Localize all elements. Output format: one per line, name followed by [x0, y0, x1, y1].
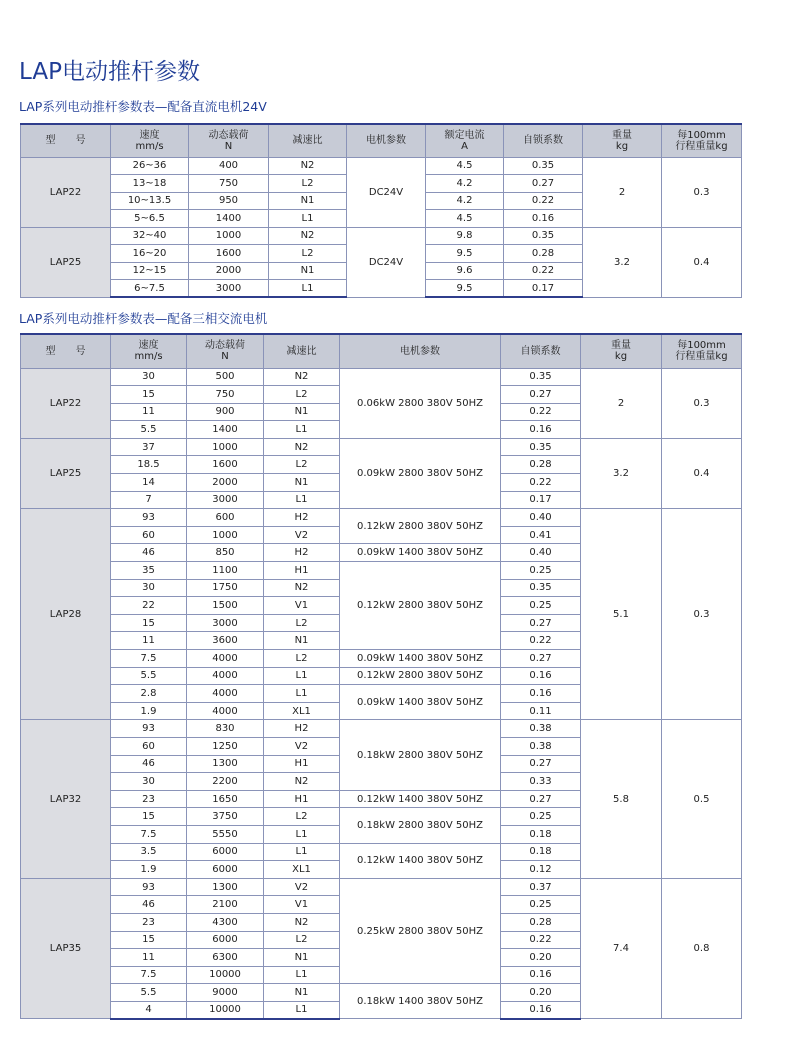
- ratio-cell: L2: [264, 456, 340, 474]
- self-lock-cell: 0.28: [501, 913, 581, 931]
- self-lock-cell: 0.35: [504, 227, 583, 245]
- load-cell: 1300: [187, 755, 264, 773]
- header-load-label: 动态载荷: [208, 129, 249, 141]
- ratio-cell: H1: [264, 562, 340, 580]
- weight-cell: 5.8: [581, 720, 662, 878]
- self-lock-cell: 0.16: [501, 421, 581, 439]
- load-cell: 1250: [187, 737, 264, 755]
- self-lock-cell: 0.37: [501, 878, 581, 896]
- self-lock-cell: 0.16: [501, 667, 581, 685]
- current-cell: 9.5: [426, 280, 504, 298]
- load-cell: 750: [187, 386, 264, 404]
- load-cell: 900: [187, 403, 264, 421]
- self-lock-cell: 0.35: [501, 368, 581, 386]
- speed-cell: 93: [111, 720, 187, 738]
- ratio-cell: N1: [264, 474, 340, 492]
- load-cell: 6000: [187, 843, 264, 861]
- load-cell: 750: [189, 175, 269, 193]
- ratio-cell: V2: [264, 737, 340, 755]
- motor-cell: DC24V: [347, 227, 426, 297]
- self-lock-cell: 0.35: [504, 157, 583, 175]
- load-cell: 830: [187, 720, 264, 738]
- model-cell: LAP35: [21, 878, 111, 1019]
- speed-cell: 23: [111, 790, 187, 808]
- self-lock-cell: 0.22: [501, 474, 581, 492]
- weight-cell: 3.2: [583, 227, 662, 297]
- header-ratio: 减速比: [264, 334, 340, 368]
- speed-cell: 11: [111, 949, 187, 967]
- ratio-cell: H1: [264, 790, 340, 808]
- weight-cell: 3.2: [581, 438, 662, 508]
- header-current-unit: A: [461, 140, 468, 152]
- load-cell: 1000: [187, 438, 264, 456]
- speed-cell: 1.9: [111, 702, 187, 720]
- table-row: [21, 157, 742, 175]
- load-cell: 4000: [187, 702, 264, 720]
- self-lock-cell: 0.28: [504, 245, 583, 263]
- motor-cell: 0.18kW 1400 380V 50HZ: [340, 984, 501, 1019]
- ratio-cell: XL1: [264, 702, 340, 720]
- self-lock-cell: 0.35: [501, 438, 581, 456]
- current-cell: 4.2: [426, 192, 504, 210]
- load-cell: 1300: [187, 878, 264, 896]
- load-cell: 1400: [189, 210, 269, 228]
- load-cell: 9000: [187, 984, 264, 1002]
- self-lock-cell: 0.16: [501, 966, 581, 984]
- self-lock-cell: 0.27: [501, 614, 581, 632]
- ratio-cell: L2: [269, 175, 347, 193]
- dc-header-row: [21, 124, 742, 157]
- header-weight-label: 重量: [611, 340, 631, 352]
- header-current-label: 额定电流: [444, 129, 485, 141]
- header-speed: [111, 124, 189, 157]
- speed-cell: 35: [111, 562, 187, 580]
- load-cell: 1000: [187, 526, 264, 544]
- self-lock-cell: 0.25: [501, 562, 581, 580]
- speed-cell: 18.5: [111, 456, 187, 474]
- ac-table-title: LAP系列电动推杆参数表—配备三相交流电机: [19, 311, 268, 326]
- speed-cell: 14: [111, 474, 187, 492]
- speed-cell: 5.5: [111, 421, 187, 439]
- header-model: 型 号: [21, 334, 111, 368]
- self-lock-cell: 0.35: [501, 579, 581, 597]
- ratio-cell: XL1: [264, 861, 340, 879]
- header-speed-label: 速度: [139, 129, 160, 141]
- current-cell: 4.5: [426, 210, 504, 228]
- load-cell: 1500: [187, 597, 264, 615]
- speed-cell: 15: [111, 808, 187, 826]
- header-weight: [583, 124, 662, 157]
- ratio-cell: N2: [264, 368, 340, 386]
- speed-cell: 1.9: [111, 861, 187, 879]
- ratio-cell: N2: [264, 773, 340, 791]
- table-row: [21, 878, 742, 896]
- self-lock-cell: 0.25: [501, 896, 581, 914]
- speed-cell: 6~7.5: [111, 280, 189, 298]
- load-cell: 3000: [187, 491, 264, 509]
- table-row: [21, 509, 742, 527]
- ratio-cell: L1: [264, 843, 340, 861]
- ratio-cell: L1: [264, 966, 340, 984]
- table-row: [21, 438, 742, 456]
- ratio-cell: L2: [264, 614, 340, 632]
- load-cell: 10000: [187, 966, 264, 984]
- weight-cell: 5.1: [581, 509, 662, 720]
- speed-cell: 60: [111, 526, 187, 544]
- speed-cell: 12~15: [111, 262, 189, 280]
- self-lock-cell: 0.22: [501, 632, 581, 650]
- per100-cell: 0.8: [662, 878, 742, 1019]
- current-cell: 9.6: [426, 262, 504, 280]
- self-lock-cell: 0.20: [501, 984, 581, 1002]
- speed-cell: 15: [111, 614, 187, 632]
- load-cell: 2200: [187, 773, 264, 791]
- self-lock-cell: 0.27: [501, 650, 581, 668]
- motor-cell: 0.12kW 2800 380V 50HZ: [340, 562, 501, 650]
- load-cell: 2100: [187, 896, 264, 914]
- speed-cell: 93: [111, 878, 187, 896]
- speed-cell: 16~20: [111, 245, 189, 263]
- page-title: LAP电动推杆参数: [19, 59, 200, 85]
- ratio-cell: L1: [264, 491, 340, 509]
- ratio-cell: N1: [269, 192, 347, 210]
- per100-cell: 0.3: [662, 368, 742, 438]
- load-cell: 1000: [189, 227, 269, 245]
- model-cell: LAP22: [21, 368, 111, 438]
- motor-cell: 0.06kW 2800 380V 50HZ: [340, 368, 501, 438]
- self-lock-cell: 0.40: [501, 509, 581, 527]
- current-cell: 9.5: [426, 245, 504, 263]
- self-lock-cell: 0.25: [501, 808, 581, 826]
- load-cell: 500: [187, 368, 264, 386]
- header-ratio: 减速比: [269, 124, 347, 157]
- speed-cell: 30: [111, 368, 187, 386]
- ratio-cell: N1: [264, 984, 340, 1002]
- speed-cell: 22: [111, 597, 187, 615]
- motor-cell: 0.12kW 1400 380V 50HZ: [340, 790, 501, 808]
- motor-cell: 0.12kW 2800 380V 50HZ: [340, 667, 501, 685]
- speed-cell: 37: [111, 438, 187, 456]
- header-load-unit: N: [221, 351, 229, 363]
- motor-cell: 0.09kW 1400 380V 50HZ: [340, 685, 501, 720]
- ratio-cell: L1: [264, 421, 340, 439]
- self-lock-cell: 0.12: [501, 861, 581, 879]
- current-cell: 9.8: [426, 227, 504, 245]
- ratio-cell: H1: [264, 755, 340, 773]
- per100-cell: 0.3: [662, 157, 742, 227]
- header-per100: [662, 124, 742, 157]
- ratio-cell: N2: [264, 438, 340, 456]
- speed-cell: 46: [111, 544, 187, 562]
- load-cell: 1400: [187, 421, 264, 439]
- ratio-cell: L1: [264, 685, 340, 703]
- header-load-label: 动态载荷: [205, 340, 245, 352]
- ratio-cell: V2: [264, 526, 340, 544]
- header-weight-unit: kg: [615, 140, 629, 152]
- header-per100: [662, 334, 742, 368]
- header-current: [426, 124, 504, 157]
- speed-cell: 7.5: [111, 966, 187, 984]
- speed-cell: 13~18: [111, 175, 189, 193]
- header-weight-unit: kg: [614, 351, 628, 363]
- self-lock-cell: 0.18: [501, 843, 581, 861]
- table-row: [21, 227, 742, 245]
- load-cell: 10000: [187, 1001, 264, 1019]
- speed-cell: 5~6.5: [111, 210, 189, 228]
- load-cell: 3600: [187, 632, 264, 650]
- self-lock-cell: 0.41: [501, 526, 581, 544]
- dc-spec-table: [20, 123, 742, 298]
- header-speed: [111, 334, 187, 368]
- self-lock-cell: 0.22: [504, 192, 583, 210]
- model-cell: LAP25: [21, 227, 111, 297]
- motor-cell: DC24V: [347, 157, 426, 227]
- model-cell: LAP28: [21, 509, 111, 720]
- ratio-cell: N1: [264, 403, 340, 421]
- self-lock-cell: 0.38: [501, 737, 581, 755]
- speed-cell: 32~40: [111, 227, 189, 245]
- motor-cell: 0.25kW 2800 380V 50HZ: [340, 878, 501, 984]
- self-lock-cell: 0.27: [501, 386, 581, 404]
- header-per100-unit: 行程重量kg: [675, 140, 728, 152]
- ratio-cell: L2: [264, 650, 340, 668]
- ac-table-body: [21, 368, 742, 1019]
- model-cell: LAP25: [21, 438, 111, 508]
- self-lock-cell: 0.18: [501, 825, 581, 843]
- header-per100-unit: 行程重量kg: [675, 351, 728, 363]
- header-motor: 电机参数: [347, 124, 426, 157]
- load-cell: 1750: [187, 579, 264, 597]
- self-lock-cell: 0.40: [501, 544, 581, 562]
- load-cell: 5550: [187, 825, 264, 843]
- ac-spec-table: [20, 333, 742, 1020]
- load-cell: 6300: [187, 949, 264, 967]
- load-cell: 950: [189, 192, 269, 210]
- self-lock-cell: 0.27: [504, 175, 583, 193]
- self-lock-cell: 0.11: [501, 702, 581, 720]
- self-lock-cell: 0.27: [501, 790, 581, 808]
- load-cell: 400: [189, 157, 269, 175]
- load-cell: 1100: [187, 562, 264, 580]
- load-cell: 1600: [187, 456, 264, 474]
- speed-cell: 15: [111, 386, 187, 404]
- header-load: [187, 334, 264, 368]
- self-lock-cell: 0.17: [501, 491, 581, 509]
- header-self-lock: 自锁系数: [501, 334, 581, 368]
- header-model: 型 号: [21, 124, 111, 157]
- speed-cell: 30: [111, 579, 187, 597]
- motor-cell: 0.09kW 1400 380V 50HZ: [340, 650, 501, 668]
- weight-cell: 2: [581, 368, 662, 438]
- motor-cell: 0.12kW 2800 380V 50HZ: [340, 509, 501, 544]
- header-motor: 电机参数: [340, 334, 501, 368]
- self-lock-cell: 0.28: [501, 456, 581, 474]
- self-lock-cell: 0.22: [504, 262, 583, 280]
- ratio-cell: N1: [264, 949, 340, 967]
- self-lock-cell: 0.25: [501, 597, 581, 615]
- ratio-cell: N2: [264, 579, 340, 597]
- speed-cell: 11: [111, 632, 187, 650]
- ratio-cell: H2: [264, 544, 340, 562]
- ratio-cell: V1: [264, 597, 340, 615]
- per100-cell: 0.4: [662, 438, 742, 508]
- ratio-cell: L1: [264, 1001, 340, 1019]
- table-row: [21, 368, 742, 386]
- per100-cell: 0.5: [662, 720, 742, 878]
- ratio-cell: L2: [269, 245, 347, 263]
- load-cell: 1600: [189, 245, 269, 263]
- load-cell: 1650: [187, 790, 264, 808]
- self-lock-cell: 0.16: [501, 1001, 581, 1019]
- self-lock-cell: 0.22: [501, 403, 581, 421]
- header-speed-label: 速度: [138, 340, 159, 352]
- load-cell: 3000: [189, 280, 269, 298]
- load-cell: 600: [187, 509, 264, 527]
- speed-cell: 7.5: [111, 825, 187, 843]
- dc-table-body: [21, 157, 742, 297]
- speed-cell: 30: [111, 773, 187, 791]
- motor-cell: 0.12kW 1400 380V 50HZ: [340, 843, 501, 878]
- self-lock-cell: 0.38: [501, 720, 581, 738]
- header-weight: [581, 334, 662, 368]
- speed-cell: 26~36: [111, 157, 189, 175]
- speed-cell: 11: [111, 403, 187, 421]
- ratio-cell: V2: [264, 878, 340, 896]
- ratio-cell: H2: [264, 509, 340, 527]
- load-cell: 2000: [187, 474, 264, 492]
- motor-cell: 0.18kW 2800 380V 50HZ: [340, 720, 501, 790]
- ratio-cell: L1: [264, 825, 340, 843]
- speed-cell: 46: [111, 896, 187, 914]
- ratio-cell: N2: [269, 157, 347, 175]
- model-cell: LAP22: [21, 157, 111, 227]
- self-lock-cell: 0.16: [501, 685, 581, 703]
- load-cell: 4000: [187, 650, 264, 668]
- header-per100-label: 每100mm: [677, 340, 726, 352]
- ratio-cell: V1: [264, 896, 340, 914]
- per100-cell: 0.3: [662, 509, 742, 720]
- self-lock-cell: 0.22: [501, 931, 581, 949]
- self-lock-cell: 0.16: [504, 210, 583, 228]
- header-speed-unit: mm/s: [134, 351, 163, 363]
- self-lock-cell: 0.20: [501, 949, 581, 967]
- ratio-cell: L2: [264, 931, 340, 949]
- dc-table-title: LAP系列电动推杆参数表—配备直流电机24V: [19, 99, 267, 114]
- load-cell: 4000: [187, 685, 264, 703]
- self-lock-cell: 0.17: [504, 280, 583, 298]
- load-cell: 6000: [187, 931, 264, 949]
- current-cell: 4.5: [426, 157, 504, 175]
- motor-cell: 0.09kW 1400 380V 50HZ: [340, 544, 501, 562]
- per100-cell: 0.4: [662, 227, 742, 297]
- speed-cell: 23: [111, 913, 187, 931]
- speed-cell: 93: [111, 509, 187, 527]
- load-cell: 6000: [187, 861, 264, 879]
- ac-header-row: [21, 334, 742, 368]
- header-self-lock: 自锁系数: [504, 124, 583, 157]
- weight-cell: 7.4: [581, 878, 662, 1019]
- speed-cell: 7: [111, 491, 187, 509]
- load-cell: 3750: [187, 808, 264, 826]
- ratio-cell: L2: [264, 386, 340, 404]
- speed-cell: 5.5: [111, 667, 187, 685]
- speed-cell: 46: [111, 755, 187, 773]
- load-cell: 3000: [187, 614, 264, 632]
- speed-cell: 7.5: [111, 650, 187, 668]
- load-cell: 4000: [187, 667, 264, 685]
- header-speed-unit: mm/s: [135, 140, 164, 152]
- header-load-unit: N: [224, 140, 233, 152]
- ratio-cell: N2: [269, 227, 347, 245]
- current-cell: 4.2: [426, 175, 504, 193]
- speed-cell: 15: [111, 931, 187, 949]
- header-weight-label: 重量: [612, 129, 632, 141]
- motor-cell: 0.09kW 2800 380V 50HZ: [340, 438, 501, 508]
- speed-cell: 2.8: [111, 685, 187, 703]
- ratio-cell: L1: [269, 210, 347, 228]
- header-per100-label: 每100mm: [677, 129, 726, 141]
- self-lock-cell: 0.33: [501, 773, 581, 791]
- speed-cell: 3.5: [111, 843, 187, 861]
- speed-cell: 60: [111, 737, 187, 755]
- motor-cell: 0.18kW 2800 380V 50HZ: [340, 808, 501, 843]
- load-cell: 4300: [187, 913, 264, 931]
- ratio-cell: N2: [264, 913, 340, 931]
- weight-cell: 2: [583, 157, 662, 227]
- ratio-cell: L1: [269, 280, 347, 298]
- speed-cell: 10~13.5: [111, 192, 189, 210]
- ratio-cell: N1: [269, 262, 347, 280]
- ratio-cell: N1: [264, 632, 340, 650]
- load-cell: 850: [187, 544, 264, 562]
- self-lock-cell: 0.27: [501, 755, 581, 773]
- ratio-cell: L2: [264, 808, 340, 826]
- header-load: [189, 124, 269, 157]
- load-cell: 2000: [189, 262, 269, 280]
- speed-cell: 4: [111, 1001, 187, 1019]
- ratio-cell: L1: [264, 667, 340, 685]
- model-cell: LAP32: [21, 720, 111, 878]
- ratio-cell: H2: [264, 720, 340, 738]
- table-row: [21, 720, 742, 738]
- speed-cell: 5.5: [111, 984, 187, 1002]
